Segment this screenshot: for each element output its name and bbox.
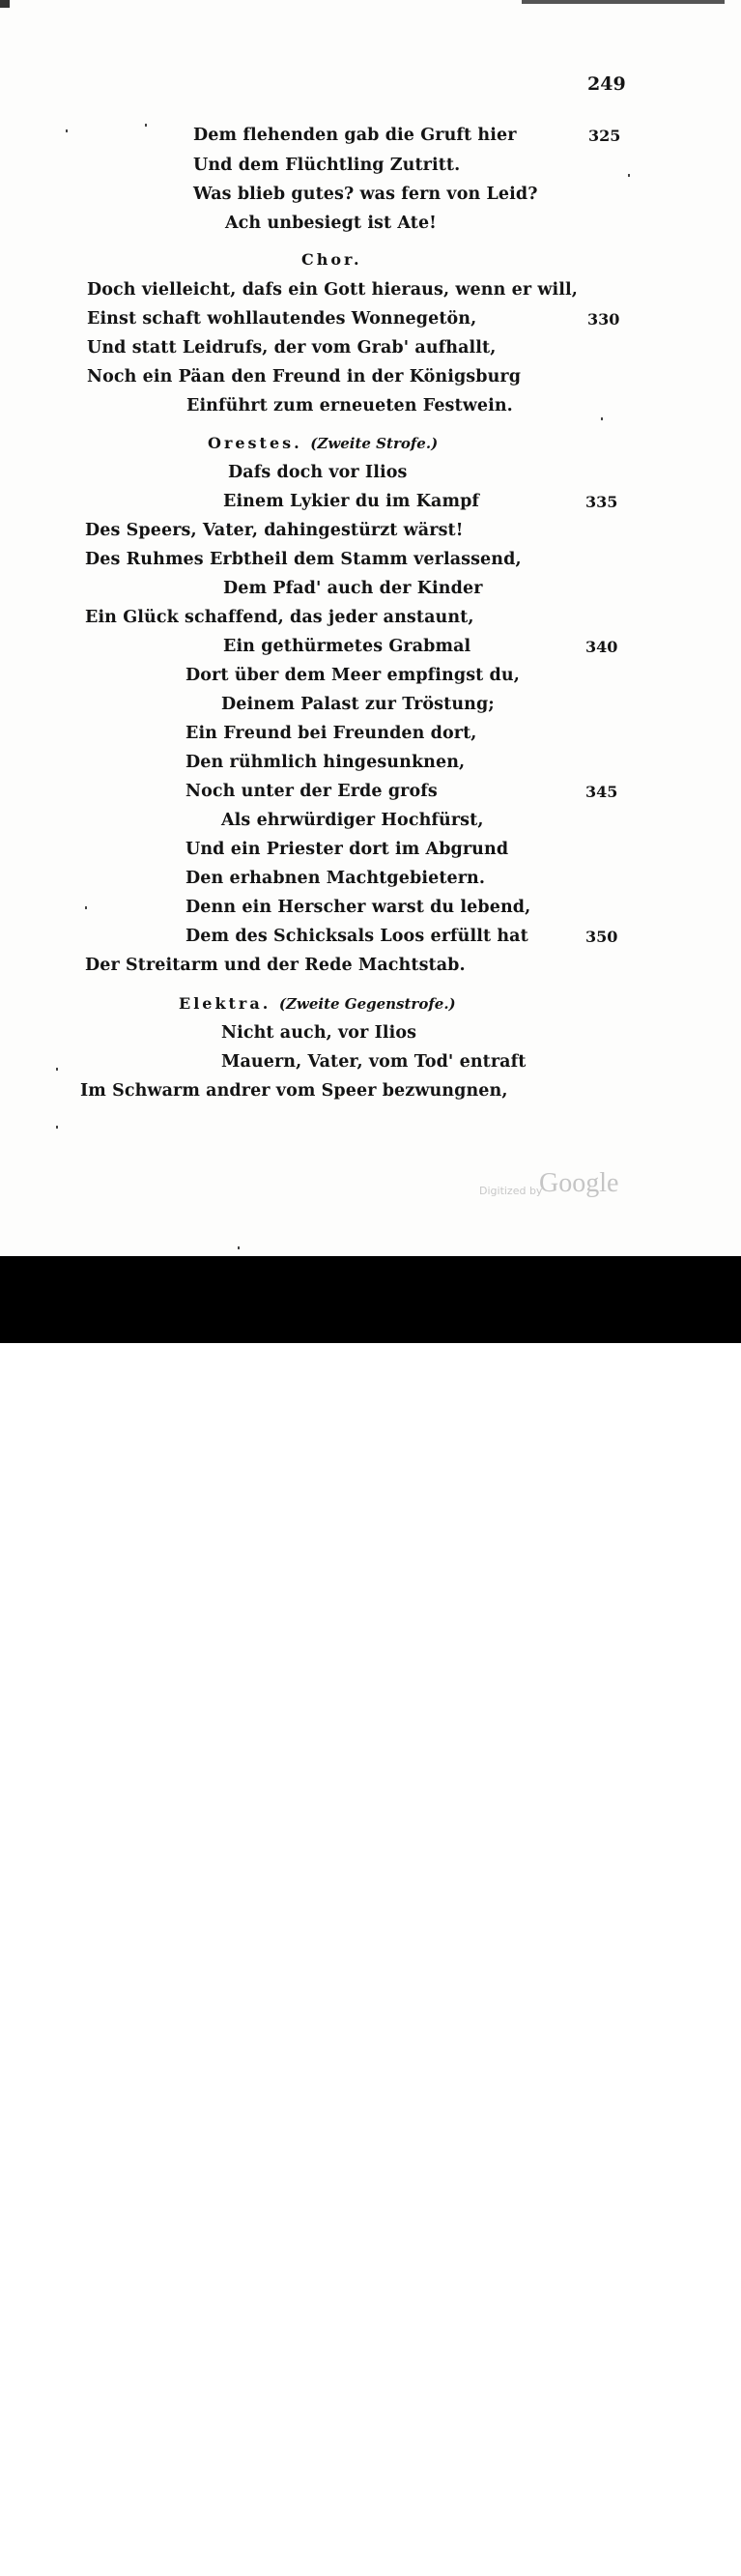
verse-line: Des Speers, Vater, dahingestürzt wärst! <box>85 521 464 540</box>
line-number: 340 <box>585 638 618 656</box>
line-number: 345 <box>585 783 618 801</box>
scan-speck <box>85 906 87 909</box>
image-id: KYFF04 <box>607 2531 664 2549</box>
scan-speck <box>238 1246 240 1249</box>
verse-line: Einführt zum erneueten Festwein. <box>186 396 513 415</box>
verse-line: Noch ein Päan den Freund in der Königsburg <box>87 367 522 386</box>
verse-line: Ein Glück schaffend, das jeder anstaunt, <box>85 608 474 627</box>
verse-line: Als ehrwürdiger Hochfürst, <box>221 811 484 830</box>
watermark-digitized: Digitized by <box>479 1185 543 1197</box>
stage-direction: (Zweite Gegenstrofe.) <box>278 995 456 1013</box>
verse-line: Dort über dem Meer empfingst du, <box>185 666 520 685</box>
stage-direction: (Zweite Strofe.) <box>310 435 439 452</box>
verse-line: Noch unter der Erde grofs <box>185 782 438 801</box>
scan-speck <box>628 174 630 177</box>
verse-line: Ein Freund bei Freunden dort, <box>185 724 477 743</box>
line-number: 330 <box>587 310 620 329</box>
verse-line: Im Schwarm andrer vom Speer bezwungnen, <box>80 1081 508 1101</box>
verse-line: Und statt Leidrufs, der vom Grab' aufhallt, <box>87 338 497 358</box>
speaker-name: Elektra. <box>179 994 271 1013</box>
scan-speck <box>56 1126 58 1129</box>
speaker-heading-chor: Chor. <box>301 250 362 269</box>
verse-line: Den rühmlich hingesunknen, <box>185 753 466 772</box>
verse-line: Den erhabnen Machtgebietern. <box>185 869 486 888</box>
site-url: www.alamy.com <box>565 2558 690 2576</box>
line-number: 325 <box>588 127 621 145</box>
line-number: 350 <box>585 928 618 946</box>
verse-line: Ach unbesiegt ist Ate! <box>225 214 437 233</box>
speaker-name: Orestes. <box>208 434 302 452</box>
verse-line: Einem Lykier du im Kampf <box>223 492 480 511</box>
verse-line: Des Ruhmes Erbtheil dem Stamm verlassend, <box>85 550 522 569</box>
verse-line: Denn ein Herscher warst du lebend, <box>185 898 531 917</box>
speaker-heading-orestes <box>208 434 438 452</box>
verse-line: Dem flehenden gab die Gruft hier <box>193 126 517 145</box>
scan-speck <box>601 417 603 420</box>
scan-speck <box>66 129 68 132</box>
verse-line: Doch vielleicht, dafs ein Gott hieraus, wenn er will, <box>87 280 578 300</box>
speaker-heading-elektra <box>179 994 456 1013</box>
verse-line: Dem des Schicksals Loos erfüllt hat <box>185 927 528 946</box>
verse-line: Dafs doch vor Ilios <box>228 463 408 482</box>
scan-speck <box>56 1068 58 1071</box>
verse-line: Was blieb gutes? was fern von Leid? <box>193 185 538 204</box>
scan-edge-mark <box>0 0 10 8</box>
verse-line: Nicht auch, vor Ilios <box>221 1023 417 1043</box>
verse-line: Einst schaft wohllautendes Wonnegetön, <box>87 309 477 329</box>
alamy-logo: alamy <box>46 2528 173 2572</box>
watermark-google: Google <box>539 1168 619 1198</box>
verse-line: Der Streitarm und der Rede Machtstab. <box>85 956 466 975</box>
verse-line: Mauern, Vater, vom Tod' entraft <box>221 1052 527 1072</box>
verse-line: Deinem Palast zur Tröstung; <box>221 695 495 714</box>
book-page <box>0 0 741 1256</box>
line-number: 335 <box>585 493 618 511</box>
verse-line: Und ein Priester dort im Abgrund <box>185 840 509 859</box>
scan-speck <box>145 124 147 127</box>
verse-line: Dem Pfad' auch der Kinder <box>223 579 483 598</box>
scan-edge-mark <box>522 0 725 4</box>
stock-footer <box>0 1256 741 2576</box>
verse-line: Und dem Flüchtling Zutritt. <box>193 156 461 175</box>
verse-line: Ein gethürmetes Grabmal <box>223 637 471 656</box>
page-number: 249 <box>587 73 626 95</box>
